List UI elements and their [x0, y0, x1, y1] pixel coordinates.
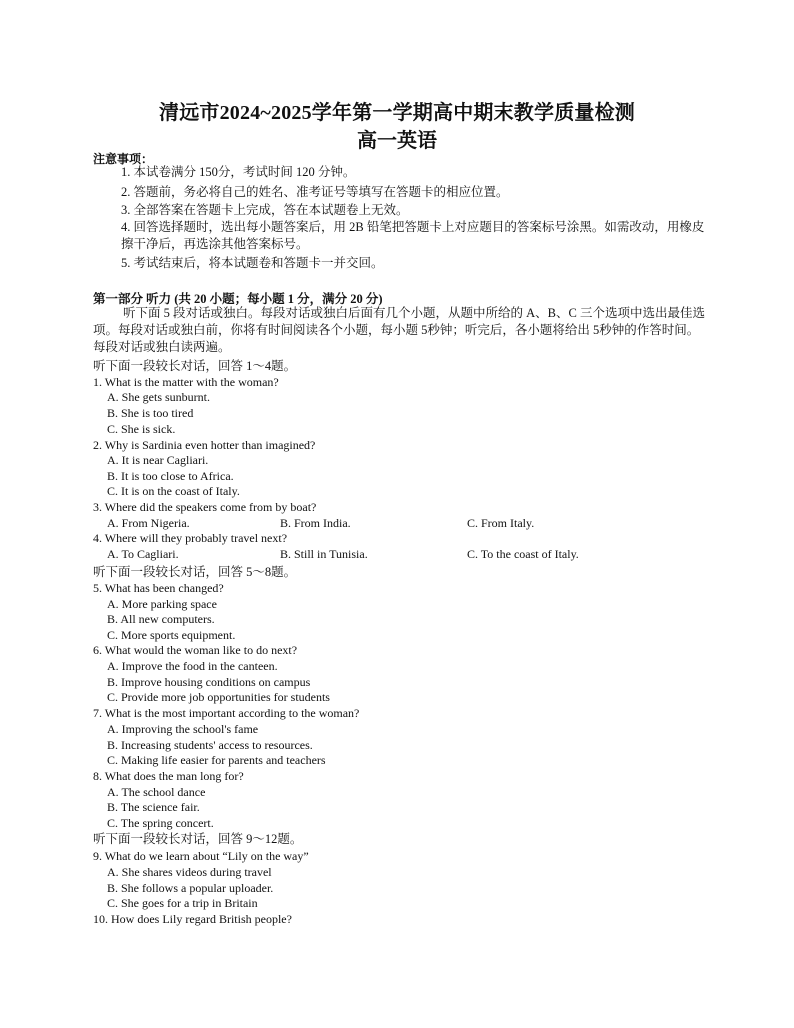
option: C. Provide more job opportunities for students — [107, 690, 330, 704]
option: C. From Italy. — [467, 516, 535, 530]
question-4: 4. Where will they probably travel next? — [93, 531, 288, 545]
question-9: 9. What do we learn about “Lily on the way” — [93, 849, 309, 863]
option: B. All new computers. — [107, 612, 215, 626]
note-item: 1. 本试卷满分 150分，考试时间 120 分钟。 — [121, 165, 356, 179]
note-item: 4. 回答选择题时，选出每小题答案后，用 2B 铅笔把答题卡上对应题目的答案标号涂黑。如需改动，用橡皮擦干净后，再选涂其他答案标号。 — [121, 220, 705, 251]
option: B. Still in Tunisia. — [280, 547, 368, 561]
option: C. It is on the coast of Italy. — [107, 484, 240, 498]
question-10: 10. How does Lily regard British people? — [93, 912, 292, 926]
question-1: 1. What is the matter with the woman? — [93, 375, 279, 389]
question-6: 6. What would the woman like to do next? — [93, 643, 298, 657]
option: A. The school dance — [107, 785, 206, 799]
option: B. She is too tired — [107, 406, 194, 420]
question-5: 5. What has been changed? — [93, 581, 224, 595]
direction-line: 听下面一段较长对话，回答 9～12题。 — [93, 832, 303, 846]
option: B. It is too close to Africa. — [107, 469, 234, 483]
question-7: 7. What is the most important according to the woman? — [93, 706, 360, 720]
question-2: 2. Why is Sardinia even hotter than imagined? — [93, 438, 316, 452]
option: C. The spring concert. — [107, 816, 214, 830]
question-3: 3. Where did the speakers come from by boat? — [93, 500, 317, 514]
option: C. More sports equipment. — [107, 628, 236, 642]
option: A. She gets sunburnt. — [107, 390, 210, 404]
option: A. Improving the school's fame — [107, 722, 259, 736]
note-item: 5. 考试结束后，将本试题卷和答题卡一并交回。 — [121, 256, 384, 270]
direction-line: 听下面一段较长对话，回答 1～4题。 — [93, 359, 297, 373]
option: A. To Cagliari. — [107, 547, 179, 561]
option: B. Improve housing conditions on campus — [107, 675, 311, 689]
option: B. From India. — [280, 516, 351, 530]
option: C. She goes for a trip in Britain — [107, 896, 258, 910]
option: C. Making life easier for parents and teachers — [107, 753, 326, 767]
option: A. From Nigeria. — [107, 516, 190, 530]
option: A. More parking space — [107, 597, 217, 611]
note-item: 2. 答题前，务必将自己的姓名、准考证号等填写在答题卡的相应位置。 — [121, 185, 509, 199]
note-item: 3. 全部答案在答题卡上完成，答在本试题卷上无效。 — [121, 203, 409, 217]
section-heading: 第一部分 听力 (共 20 小题；每小题 1 分，满分 20 分) — [93, 292, 383, 306]
option: C. She is sick. — [107, 422, 176, 436]
option: A. She shares videos during travel — [107, 865, 272, 879]
direction-line: 听下面一段较长对话，回答 5～8题。 — [93, 565, 297, 579]
option: A. It is near Cagliari. — [107, 453, 209, 467]
notes-heading: 注意事项： — [93, 152, 154, 166]
exam-subtitle: 高一英语 — [357, 130, 437, 152]
section-intro: 听下面 5 段对话或独白。每段对话或独白后面有几个小题，从题中所给的 A、B、C 三个选项中选出最佳选项。每段对话或独白前，你将有时间阅读各个小题，每小题 5秒钟；听完后，各小题将给出 5秒钟的作答时间。每段对话或独白读两遍。 — [93, 306, 705, 354]
option: B. She follows a popular uploader. — [107, 881, 274, 895]
exam-title: 清远市2024~2025学年第一学期高中期末教学质量检测 — [159, 102, 635, 124]
option: B. Increasing students' access to resources. — [107, 738, 313, 752]
option: B. The science fair. — [107, 800, 200, 814]
option: A. Improve the food in the canteen. — [107, 659, 278, 673]
option: C. To the coast of Italy. — [467, 547, 579, 561]
question-8: 8. What does the man long for? — [93, 769, 244, 783]
